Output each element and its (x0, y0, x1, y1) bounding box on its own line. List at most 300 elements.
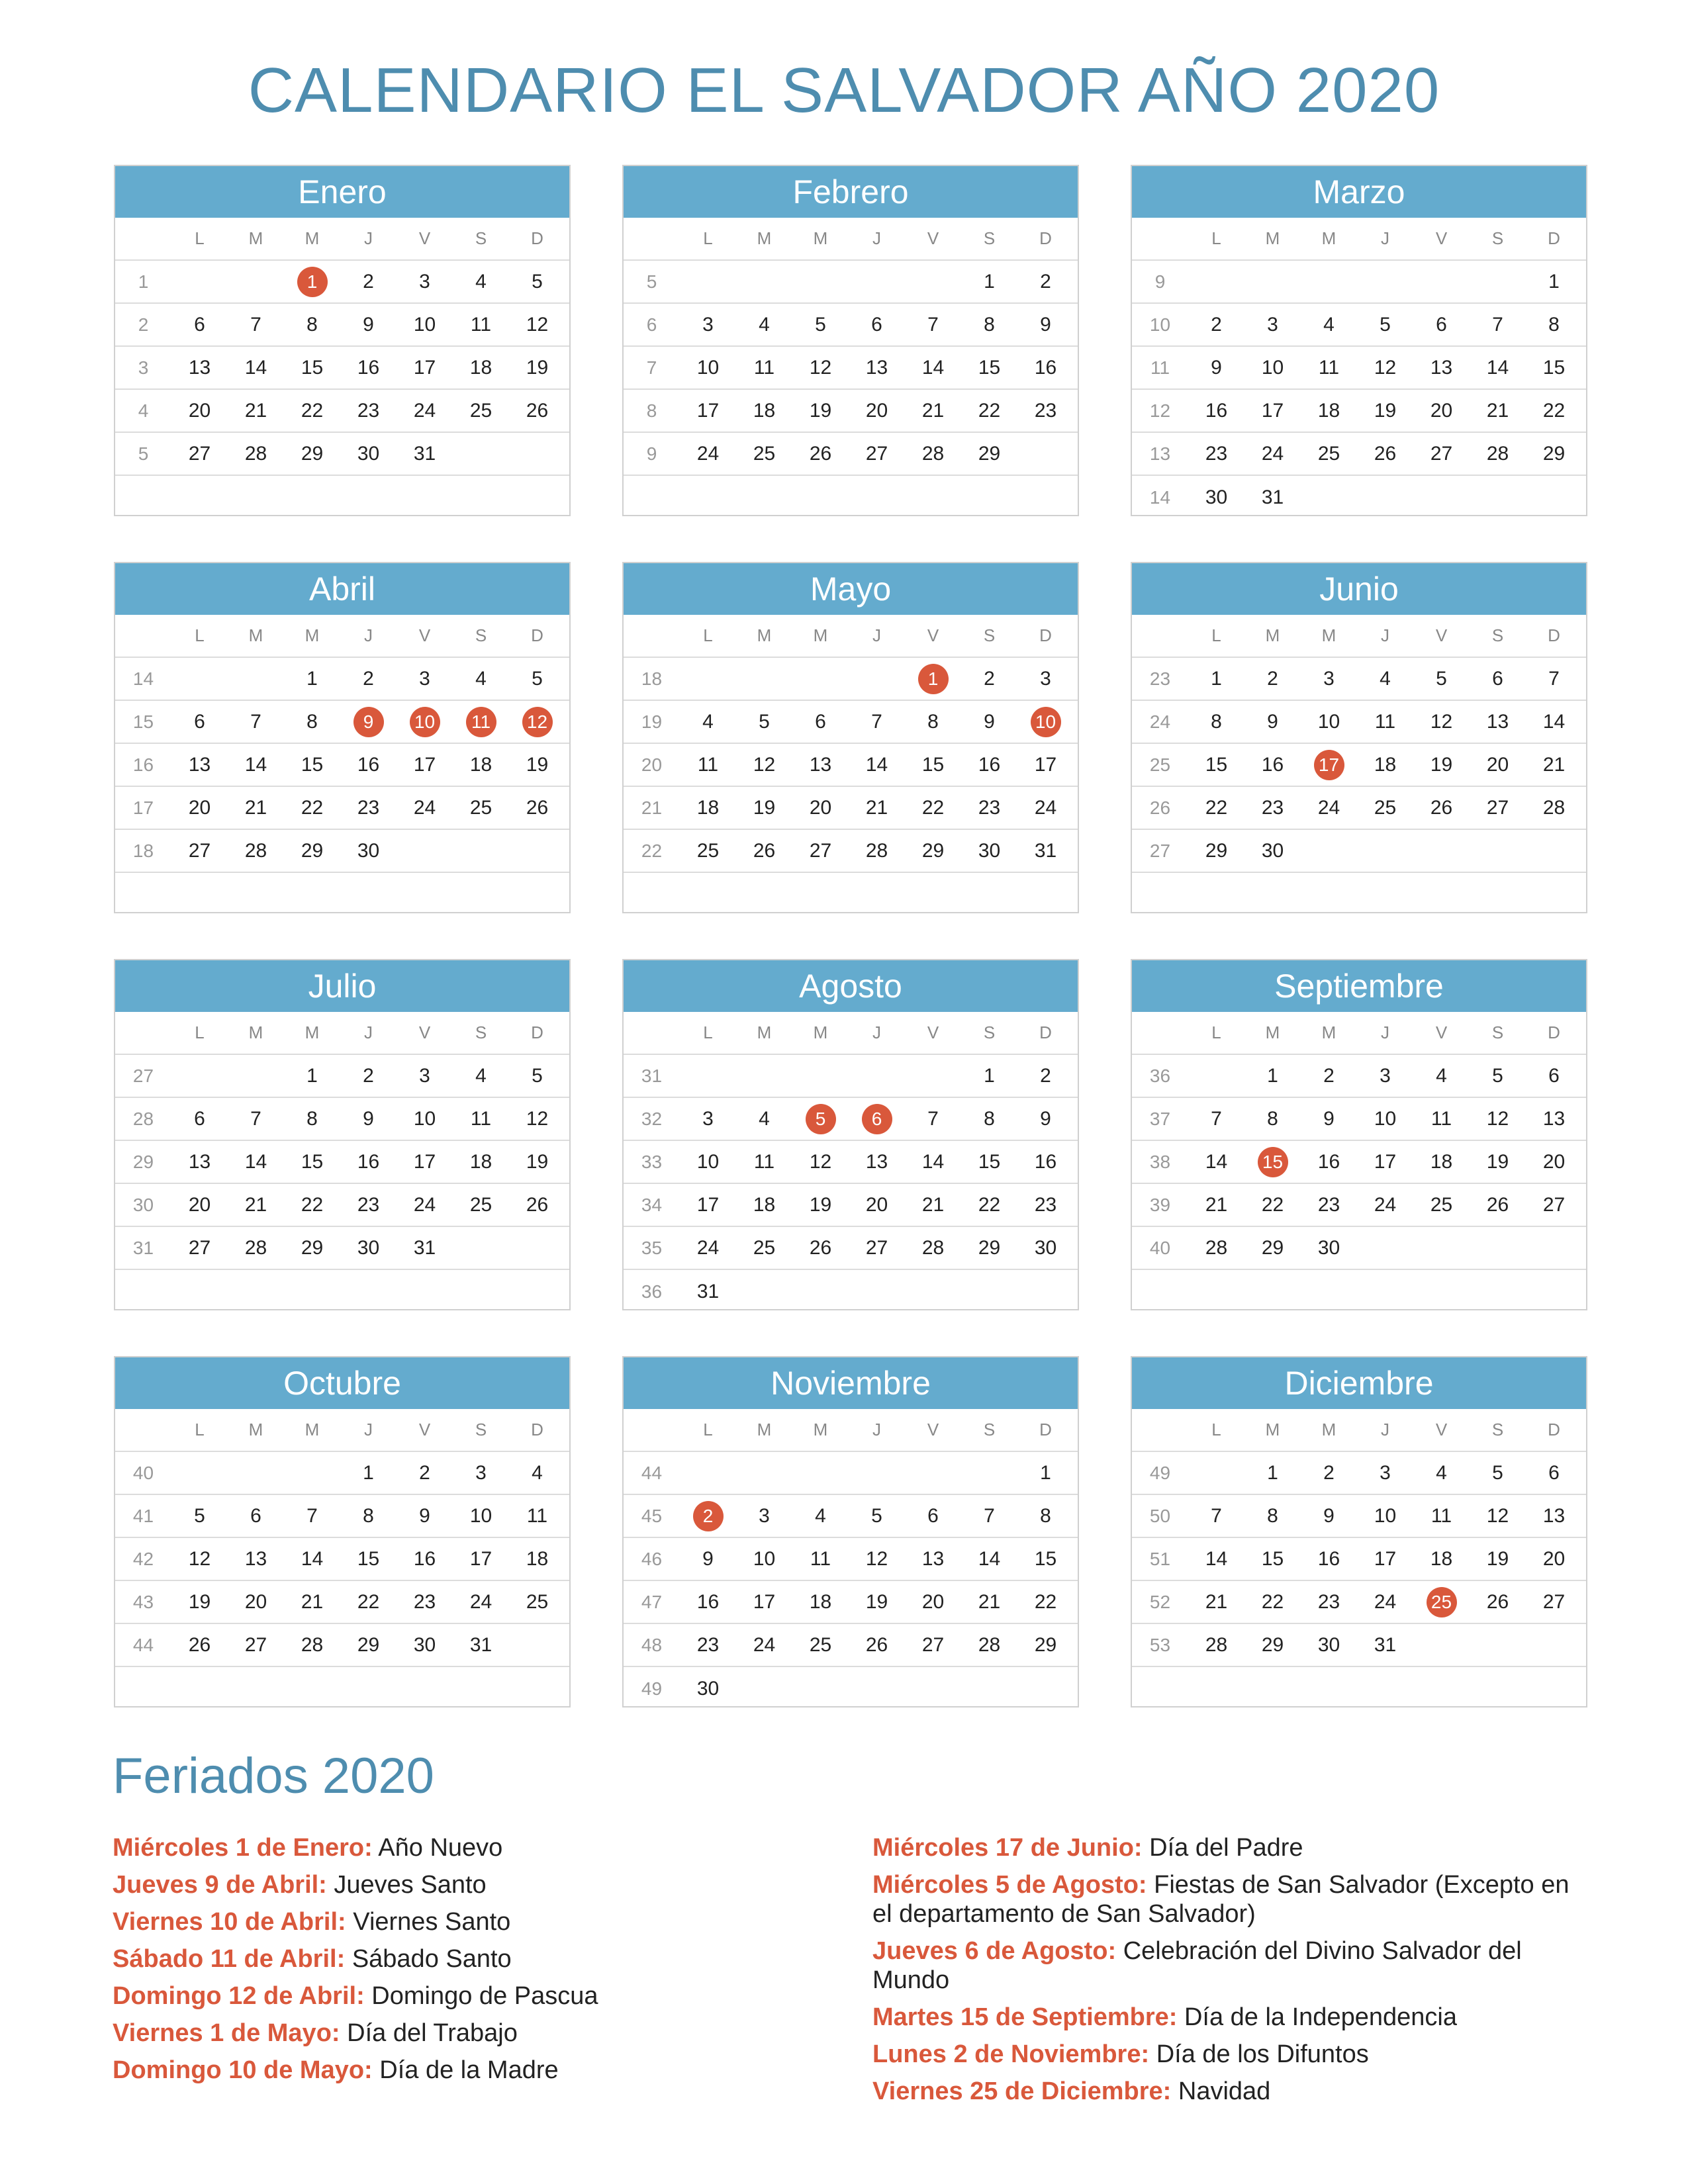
day-cell (1526, 1452, 1582, 1494)
day-cell (509, 1667, 565, 1710)
day-cell (792, 1141, 849, 1183)
day-cell (228, 701, 284, 743)
month-name: Febrero (624, 166, 1078, 218)
day-cell (1244, 433, 1301, 475)
week-number: 34 (641, 1194, 663, 1215)
day-cell (397, 1624, 453, 1666)
day-cell (736, 1581, 792, 1623)
day-cell (1188, 433, 1244, 475)
weekday-header-row (115, 1012, 569, 1055)
day-number: 15 (978, 356, 1001, 379)
day-number: 10 (696, 356, 720, 379)
day-cell (1357, 1098, 1413, 1140)
week-number: 29 (132, 1151, 154, 1172)
day-cell (961, 261, 1017, 302)
weekday-label: L (703, 1023, 713, 1042)
day-cell (680, 1667, 736, 1710)
day-cell (397, 1227, 453, 1269)
weekday-label: M (757, 1420, 772, 1439)
day-cell (1357, 873, 1413, 916)
day-cell (1244, 1452, 1301, 1494)
day-number: 26 (526, 1193, 549, 1216)
day-number: 18 (526, 1547, 549, 1570)
week-number: 8 (646, 400, 657, 421)
day-cell (228, 1495, 284, 1537)
day-cell (792, 304, 849, 345)
day-number: 25 (753, 1236, 776, 1259)
week-number: 24 (1149, 711, 1171, 732)
day-cell (680, 1624, 736, 1666)
day-number: 30 (696, 1677, 720, 1700)
day-number: 4 (759, 313, 770, 336)
day-cell (961, 1495, 1017, 1537)
day-cell (849, 433, 905, 475)
weekday-label: L (1211, 1420, 1221, 1439)
day-cell (1188, 701, 1244, 743)
day-cell (1017, 304, 1074, 345)
day-number: 3 (1323, 667, 1335, 690)
holidays-title: Feriados 2020 (113, 1748, 434, 1804)
weekday-label: J (1381, 1023, 1389, 1042)
day-cell (905, 873, 961, 916)
week-number-header (115, 218, 171, 259)
day-cell (849, 787, 905, 829)
day-number: 26 (526, 399, 549, 422)
day-number: 28 (921, 1236, 945, 1259)
week-row (1132, 347, 1586, 390)
holiday-date: Sábado 11 de Abril: (113, 1945, 346, 1973)
day-cell (1301, 1055, 1357, 1097)
day-number: 27 (809, 839, 832, 862)
day-cell (453, 1452, 509, 1494)
weekday-label: D (1039, 228, 1052, 248)
day-cell (1188, 1495, 1244, 1537)
day-number: 20 (1430, 399, 1453, 422)
weekday-label: V (1435, 228, 1448, 248)
day-cell (453, 744, 509, 786)
week-number: 53 (1149, 1634, 1171, 1655)
day-cell (905, 1141, 961, 1183)
week-row (1132, 787, 1586, 830)
day-cell (1470, 433, 1526, 475)
week-row (115, 658, 569, 701)
day-cell (509, 476, 565, 519)
day-number: 30 (357, 1236, 380, 1259)
week-number: 19 (641, 711, 663, 732)
week-number: 46 (641, 1548, 663, 1569)
day-cell (1526, 1624, 1582, 1666)
day-number: 1 (1040, 1461, 1051, 1484)
day-cell (228, 1098, 284, 1140)
day-number: 25 (753, 442, 776, 465)
day-number: 21 (1205, 1590, 1228, 1613)
day-number: 6 (194, 1107, 205, 1130)
day-cell (1301, 1624, 1357, 1666)
day-number: 27 (1542, 1193, 1566, 1216)
day-cell (1470, 658, 1526, 700)
day-cell (1301, 1495, 1357, 1537)
day-cell (1188, 261, 1244, 302)
holiday-date: Miércoles 5 de Agosto: (872, 1871, 1147, 1899)
day-number: 14 (921, 1150, 945, 1173)
day-number: 15 (357, 1547, 380, 1570)
day-number: 29 (1261, 1633, 1284, 1656)
day-number: 9 (1040, 313, 1051, 336)
week-number: 9 (646, 443, 657, 464)
day-number: 24 (413, 796, 436, 819)
day-cell (905, 476, 961, 519)
week-row (624, 476, 1078, 519)
day-cell (228, 476, 284, 519)
month-name: Junio (1132, 563, 1586, 615)
weekday-label: S (475, 228, 487, 248)
day-cell (1357, 1227, 1413, 1269)
week-number: 28 (132, 1108, 154, 1129)
day-number: 26 (1486, 1590, 1509, 1613)
day-cell (736, 304, 792, 345)
week-row (624, 1667, 1078, 1710)
weekday-header-row (624, 1409, 1078, 1452)
weekday-label: J (1381, 228, 1389, 248)
day-cell (1526, 830, 1582, 872)
day-number: 11 (810, 1547, 831, 1570)
week-row (1132, 390, 1586, 433)
week-row (1132, 1098, 1586, 1141)
weekday-label: M (1321, 1420, 1336, 1439)
day-number: 2 (363, 270, 374, 293)
day-number: 6 (1436, 313, 1447, 336)
day-number: 4 (475, 1064, 487, 1087)
holiday-day-cell (792, 1098, 849, 1140)
day-cell (1017, 476, 1074, 519)
day-cell (453, 1495, 509, 1537)
day-cell (1188, 1055, 1244, 1097)
day-number: 15 (301, 753, 324, 776)
weekday-header-row (624, 615, 1078, 658)
week-number: 14 (132, 668, 154, 689)
day-cell (340, 433, 397, 475)
day-cell (397, 830, 453, 872)
weekday-label: M (305, 228, 320, 248)
day-cell (905, 1538, 961, 1580)
day-number: 22 (1261, 1590, 1284, 1613)
day-cell (736, 1055, 792, 1097)
week-row (624, 1270, 1078, 1313)
day-cell (284, 1270, 340, 1313)
holiday-name: Domingo de Pascua (371, 1982, 598, 2010)
weekday-label: L (1211, 625, 1221, 645)
day-cell (849, 476, 905, 519)
day-number: 6 (1492, 667, 1503, 690)
day-cell (1470, 304, 1526, 345)
week-number: 38 (1149, 1151, 1171, 1172)
day-cell (509, 1538, 565, 1580)
day-number: 7 (927, 313, 939, 336)
day-number: 26 (1430, 796, 1453, 819)
holiday-name: Fiestas de San Salvador (Excepto en el departamento de San Salvador) (872, 1871, 1570, 1928)
holiday-day-cell (1244, 1141, 1301, 1183)
weekday-label: S (475, 1420, 487, 1439)
week-row (624, 261, 1078, 304)
weekday-label: M (1265, 1420, 1280, 1439)
day-cell (284, 787, 340, 829)
day-cell (1357, 261, 1413, 302)
day-cell (1017, 433, 1074, 475)
day-cell (1470, 390, 1526, 432)
weekday-label: D (531, 228, 543, 248)
day-number: 10 (413, 313, 436, 336)
day-number: 23 (1317, 1193, 1340, 1216)
day-number: 1 (1267, 1461, 1278, 1484)
day-number: 26 (865, 1633, 888, 1656)
day-cell (1188, 1270, 1244, 1313)
day-cell (736, 1538, 792, 1580)
week-row (624, 1495, 1078, 1538)
day-cell (340, 476, 397, 519)
day-number: 9 (1040, 1107, 1051, 1130)
day-cell (1470, 830, 1526, 872)
month-septiembre (1131, 959, 1587, 1310)
day-cell (792, 1667, 849, 1710)
day-cell (171, 1055, 228, 1097)
day-cell (1357, 1624, 1413, 1666)
week-row (1132, 304, 1586, 347)
week-number (1132, 873, 1188, 916)
month-febrero (622, 165, 1079, 516)
day-cell (905, 1098, 961, 1140)
day-number: 15 (1261, 1547, 1284, 1570)
week-number: 48 (641, 1634, 663, 1655)
day-cell (1413, 1538, 1470, 1580)
day-cell (1413, 261, 1470, 302)
day-cell (453, 873, 509, 916)
weekday-label: M (757, 228, 772, 248)
week-number: 52 (1149, 1591, 1171, 1612)
week-row (115, 1538, 569, 1581)
day-cell (961, 476, 1017, 519)
day-cell (1188, 1452, 1244, 1494)
day-number: 19 (526, 753, 549, 776)
months-grid (114, 165, 1574, 1720)
day-number: 17 (696, 1193, 720, 1216)
day-cell (228, 830, 284, 872)
day-cell (1017, 1581, 1074, 1623)
day-cell (849, 261, 905, 302)
week-row (115, 1055, 569, 1098)
weekday-label: J (1381, 625, 1389, 645)
day-number: 23 (413, 1590, 436, 1613)
day-number: 15 (921, 753, 945, 776)
day-number: 5 (194, 1504, 205, 1527)
week-row (115, 1452, 569, 1495)
week-row (1132, 1141, 1586, 1184)
holiday-name: Sábado Santo (352, 1945, 512, 1973)
day-cell (509, 1098, 565, 1140)
day-number: 28 (1205, 1633, 1228, 1656)
day-number: 24 (469, 1590, 492, 1613)
weekday-label: D (531, 625, 543, 645)
day-number: 26 (753, 839, 776, 862)
week-row (115, 1141, 569, 1184)
month-marzo (1131, 165, 1587, 516)
day-cell (171, 1227, 228, 1269)
day-number: 22 (357, 1590, 380, 1613)
weekday-label: L (703, 625, 713, 645)
day-number: 21 (921, 399, 945, 422)
day-number: 22 (1261, 1193, 1284, 1216)
week-row (115, 787, 569, 830)
day-number: 29 (357, 1633, 380, 1656)
day-cell (1470, 347, 1526, 388)
day-cell (1526, 1055, 1582, 1097)
day-cell (792, 1495, 849, 1537)
holiday-item (113, 1833, 814, 1862)
day-cell (905, 1227, 961, 1269)
day-number: 14 (1205, 1547, 1228, 1570)
day-cell (1188, 1581, 1244, 1623)
day-cell (1357, 433, 1413, 475)
day-number: 29 (1205, 839, 1228, 862)
day-number: 31 (469, 1633, 492, 1656)
day-number: 22 (1205, 796, 1228, 819)
day-cell (340, 1581, 397, 1623)
week-number: 37 (1149, 1108, 1171, 1129)
day-cell (1301, 476, 1357, 519)
day-cell (1357, 1495, 1413, 1537)
day-number: 23 (357, 1193, 380, 1216)
weekday-label: D (1039, 1420, 1052, 1439)
day-cell (792, 658, 849, 700)
day-number: 29 (978, 442, 1001, 465)
week-number (624, 476, 680, 519)
day-cell (171, 476, 228, 519)
day-number: 8 (1548, 313, 1560, 336)
day-number: 23 (1034, 1193, 1057, 1216)
day-number: 4 (1436, 1461, 1447, 1484)
day-cell (961, 433, 1017, 475)
week-number: 22 (641, 840, 663, 861)
day-number: 27 (1486, 796, 1509, 819)
day-cell (228, 1624, 284, 1666)
week-row (115, 830, 569, 873)
week-row (115, 1098, 569, 1141)
week-number: 6 (646, 314, 657, 335)
day-cell (1470, 1667, 1526, 1710)
day-cell (1017, 1495, 1074, 1537)
day-cell (1301, 701, 1357, 743)
day-cell (1470, 1538, 1526, 1580)
week-number: 36 (1149, 1065, 1171, 1086)
month-diciembre (1131, 1356, 1587, 1707)
day-cell (171, 1141, 228, 1183)
day-number: 3 (419, 667, 430, 690)
day-cell (397, 1270, 453, 1313)
day-cell (1413, 873, 1470, 916)
day-number: 10 (696, 1150, 720, 1173)
day-cell (1357, 744, 1413, 786)
week-row (624, 1227, 1078, 1270)
day-cell (228, 1184, 284, 1226)
day-number: 19 (526, 1150, 549, 1173)
day-number: 11 (470, 313, 492, 336)
day-number: 9 (363, 1107, 374, 1130)
day-cell (1526, 304, 1582, 345)
day-cell (284, 1141, 340, 1183)
day-cell (1188, 787, 1244, 829)
day-number: 8 (927, 710, 939, 733)
weekday-label: S (983, 228, 996, 248)
day-number: 1 (306, 1064, 318, 1087)
day-number: 5 (532, 667, 543, 690)
day-number: 24 (1374, 1193, 1397, 1216)
week-number-header (1132, 1012, 1188, 1054)
day-cell (1244, 1098, 1301, 1140)
holiday-item (113, 1870, 814, 1899)
weekday-label: J (364, 1023, 373, 1042)
week-number (1132, 1270, 1188, 1313)
day-number: 23 (978, 796, 1001, 819)
day-cell (284, 347, 340, 388)
day-number: 2 (1211, 313, 1222, 336)
day-cell (1357, 390, 1413, 432)
day-cell (680, 1581, 736, 1623)
day-number: 16 (357, 753, 380, 776)
week-row (1132, 1624, 1586, 1667)
day-number: 28 (301, 1633, 324, 1656)
day-cell (509, 744, 565, 786)
week-row (115, 1270, 569, 1313)
day-cell (1357, 1184, 1413, 1226)
day-cell (792, 1184, 849, 1226)
day-number: 12 (1430, 710, 1453, 733)
day-cell (961, 347, 1017, 388)
weekday-label: S (983, 1420, 996, 1439)
day-number: 21 (865, 796, 888, 819)
day-cell (680, 873, 736, 916)
day-cell (171, 744, 228, 786)
day-cell (1357, 830, 1413, 872)
weekday-label: J (364, 1420, 373, 1439)
holiday-day-cell (1017, 701, 1074, 743)
weekday-label: S (1491, 1420, 1504, 1439)
day-number: 14 (978, 1547, 1001, 1570)
day-cell (1244, 1270, 1301, 1313)
day-cell (961, 1270, 1017, 1313)
day-cell (1017, 873, 1074, 916)
day-number: 24 (1034, 796, 1057, 819)
day-cell (792, 830, 849, 872)
day-cell (1357, 1270, 1413, 1313)
weekday-label: V (418, 1023, 431, 1042)
day-cell (792, 1055, 849, 1097)
week-row (115, 433, 569, 476)
day-cell (397, 1098, 453, 1140)
day-number: 2 (1040, 1064, 1051, 1087)
day-cell (1470, 1495, 1526, 1537)
weekday-header-row (115, 218, 569, 261)
holiday-date: Viernes 25 de Diciembre: (872, 2077, 1172, 2105)
day-cell (736, 1270, 792, 1313)
weekday-label: L (1211, 228, 1221, 248)
holiday-date: Lunes 2 de Noviembre: (872, 2040, 1150, 2068)
day-cell (849, 1055, 905, 1097)
weekday-label: M (248, 1023, 263, 1042)
day-number: 16 (413, 1547, 436, 1570)
day-cell (1413, 347, 1470, 388)
day-number: 20 (188, 1193, 211, 1216)
day-cell (905, 261, 961, 302)
day-cell (905, 744, 961, 786)
